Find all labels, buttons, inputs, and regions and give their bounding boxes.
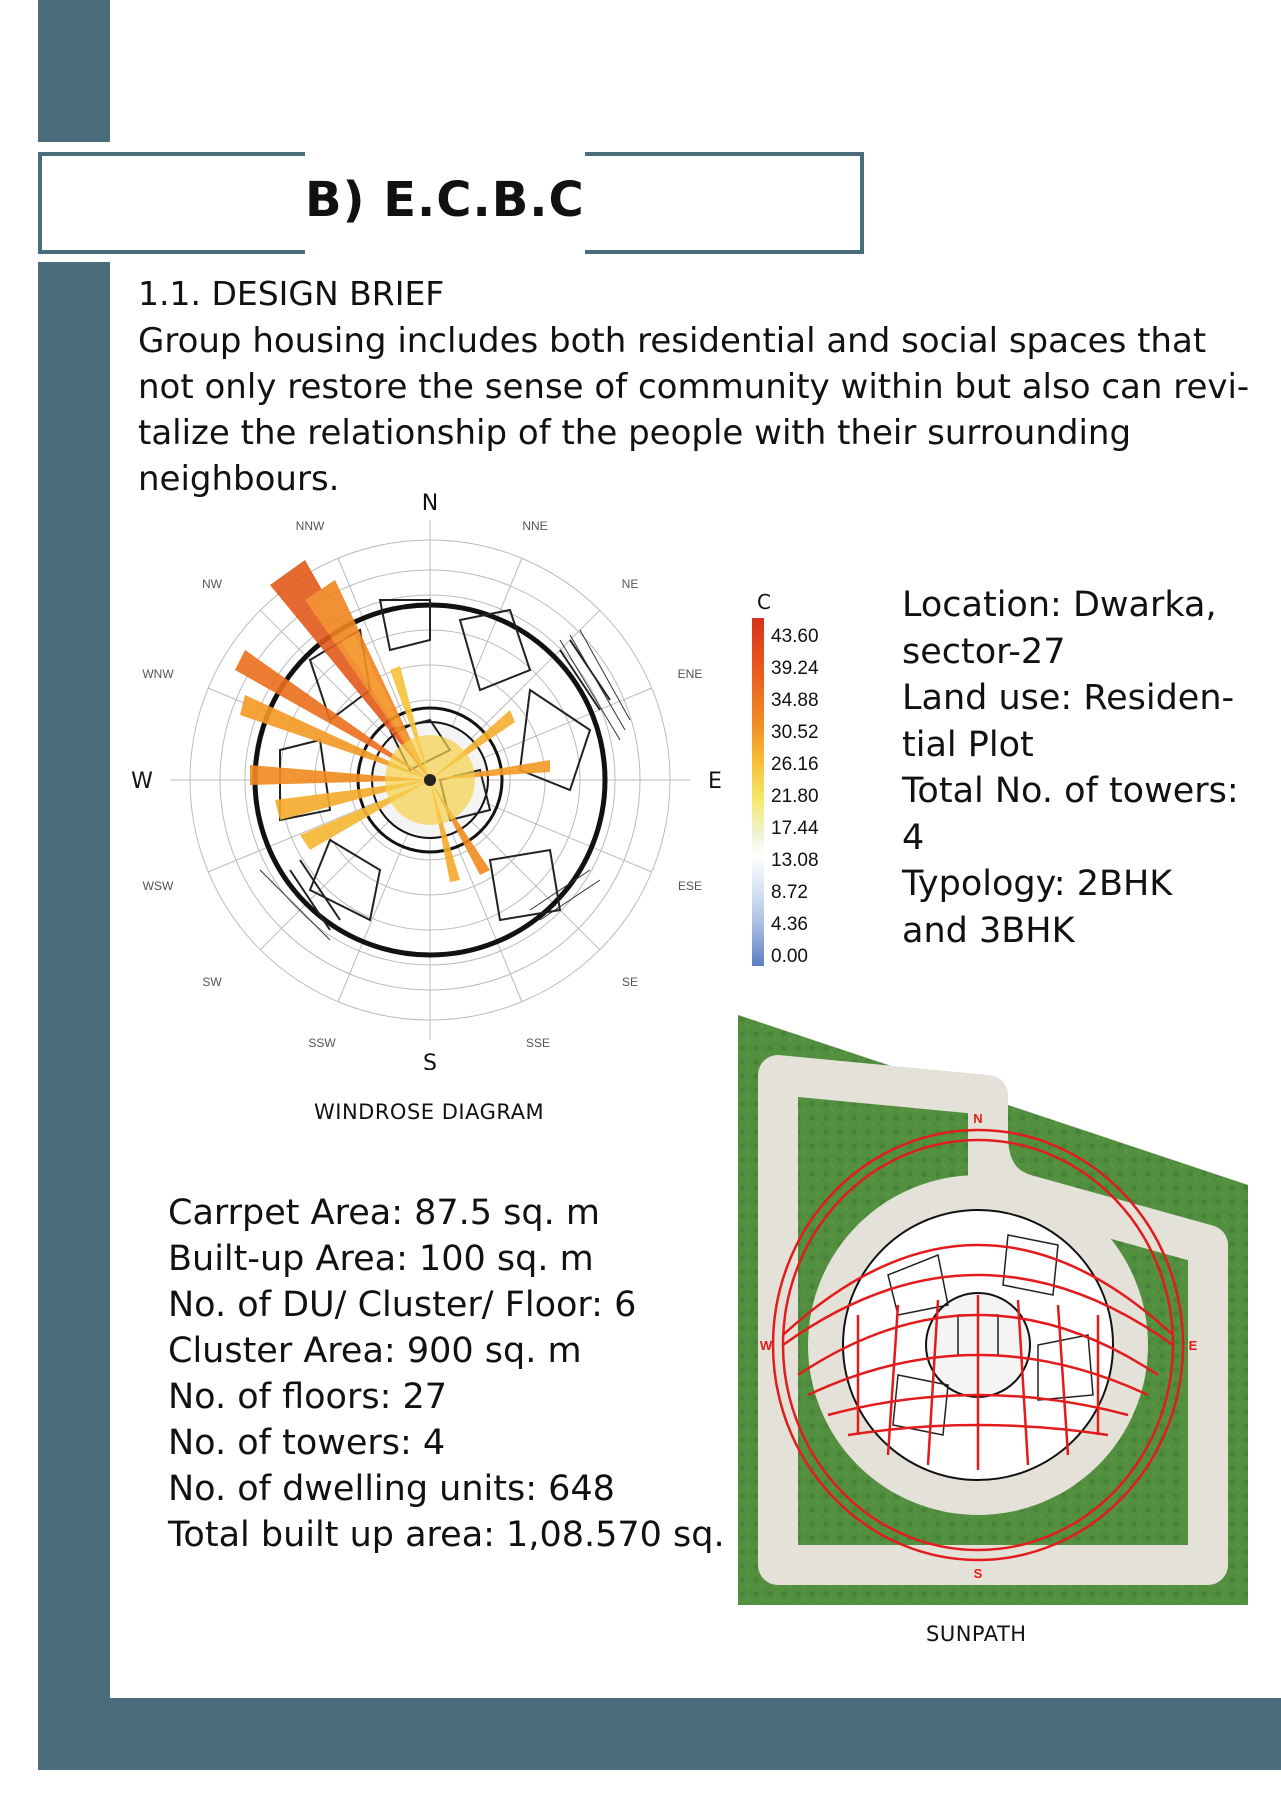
brief-line: talize the relationship of the people with their surrounding [138, 413, 1132, 453]
legend-unit: C [757, 590, 771, 614]
project-stats [168, 1190, 725, 1558]
stat-line: Cluster Area: 900 sq. m [168, 1331, 582, 1371]
windrose-caption: WINDROSE DIAGRAM [314, 1100, 545, 1124]
legend-value: 8.72 [771, 882, 808, 903]
dir-wnw: WNW [142, 667, 174, 681]
dir-nw: NW [202, 577, 222, 591]
legend-value: 17.44 [771, 818, 819, 839]
brief-line: not only restore the sense of community within but also can revi- [138, 367, 1250, 407]
page-title: B) E.C.B.C [305, 172, 585, 228]
site-info-line: and 3BHK [902, 910, 1075, 951]
site-info-line: tial Plot [902, 724, 1034, 765]
legend-value: 13.08 [771, 850, 819, 871]
site-info [902, 582, 1262, 954]
site-info-line: Total No. of towers: [902, 771, 1239, 811]
temperature-legend [752, 590, 842, 970]
legend-value: 43.60 [771, 626, 819, 647]
site-info-line: sector-27 [902, 631, 1066, 672]
dir-n: N [421, 491, 439, 516]
sunpath-w: W [759, 1338, 773, 1353]
sunpath-e: E [1188, 1338, 1198, 1353]
site-info-line: 4 [902, 817, 925, 858]
sunpath-diagram [738, 1015, 1248, 1605]
dir-sw: SW [202, 975, 222, 989]
legend-value: 0.00 [771, 946, 808, 967]
design-brief-text [138, 318, 1250, 502]
legend-value: 4.36 [771, 914, 808, 935]
dir-nnw: NNW [295, 519, 325, 533]
brief-line: neighbours. [138, 459, 340, 499]
legend-value: 26.16 [771, 754, 819, 775]
dir-ese: ESE [677, 879, 703, 893]
legend-value: 39.24 [771, 658, 819, 679]
legend-value: 21.80 [771, 786, 819, 807]
dir-se: SE [621, 975, 639, 989]
sunpath-s: S [973, 1566, 983, 1581]
dir-ne: NE [621, 577, 639, 591]
design-brief-heading: 1.1. DESIGN BRIEF [138, 274, 445, 313]
stat-line: Carrpet Area: 87.5 sq. m [168, 1193, 600, 1233]
dir-wsw: WSW [142, 879, 174, 893]
sunpath-caption: SUNPATH [926, 1622, 1027, 1646]
stat-line: Total built up area: 1,08.570 sq. [168, 1515, 725, 1555]
dir-ene: ENE [677, 667, 703, 681]
brief-line: Group housing includes both residential and social spaces that [138, 321, 1207, 361]
frame-left-bar [38, 0, 110, 1770]
legend-value: 34.88 [771, 690, 819, 711]
stat-line: No. of dwelling units: 648 [168, 1469, 615, 1509]
dir-ssw: SSW [308, 1036, 336, 1050]
stat-line: No. of floors: 27 [168, 1377, 448, 1417]
sunpath-n: N [973, 1111, 983, 1126]
dir-e: E [708, 769, 722, 794]
legend-color-bar [752, 618, 764, 966]
site-info-line: Typology: 2BHK [902, 864, 1173, 904]
stat-line: Built-up Area: 100 sq. m [168, 1239, 594, 1279]
dir-sse: SSE [525, 1036, 551, 1050]
dir-w: W [131, 769, 153, 794]
dir-s: S [423, 1051, 437, 1070]
stat-line: No. of DU/ Cluster/ Floor: 6 [168, 1285, 637, 1325]
windrose-diagram [130, 490, 730, 1070]
stat-line: No. of towers: 4 [168, 1423, 446, 1463]
site-info-line: Land use: Residen- [902, 678, 1235, 718]
frame-bottom-bar [38, 1698, 1281, 1770]
site-info-line: Location: Dwarka, [902, 585, 1217, 625]
dir-nne: NNE [522, 519, 548, 533]
legend-value: 30.52 [771, 722, 819, 743]
